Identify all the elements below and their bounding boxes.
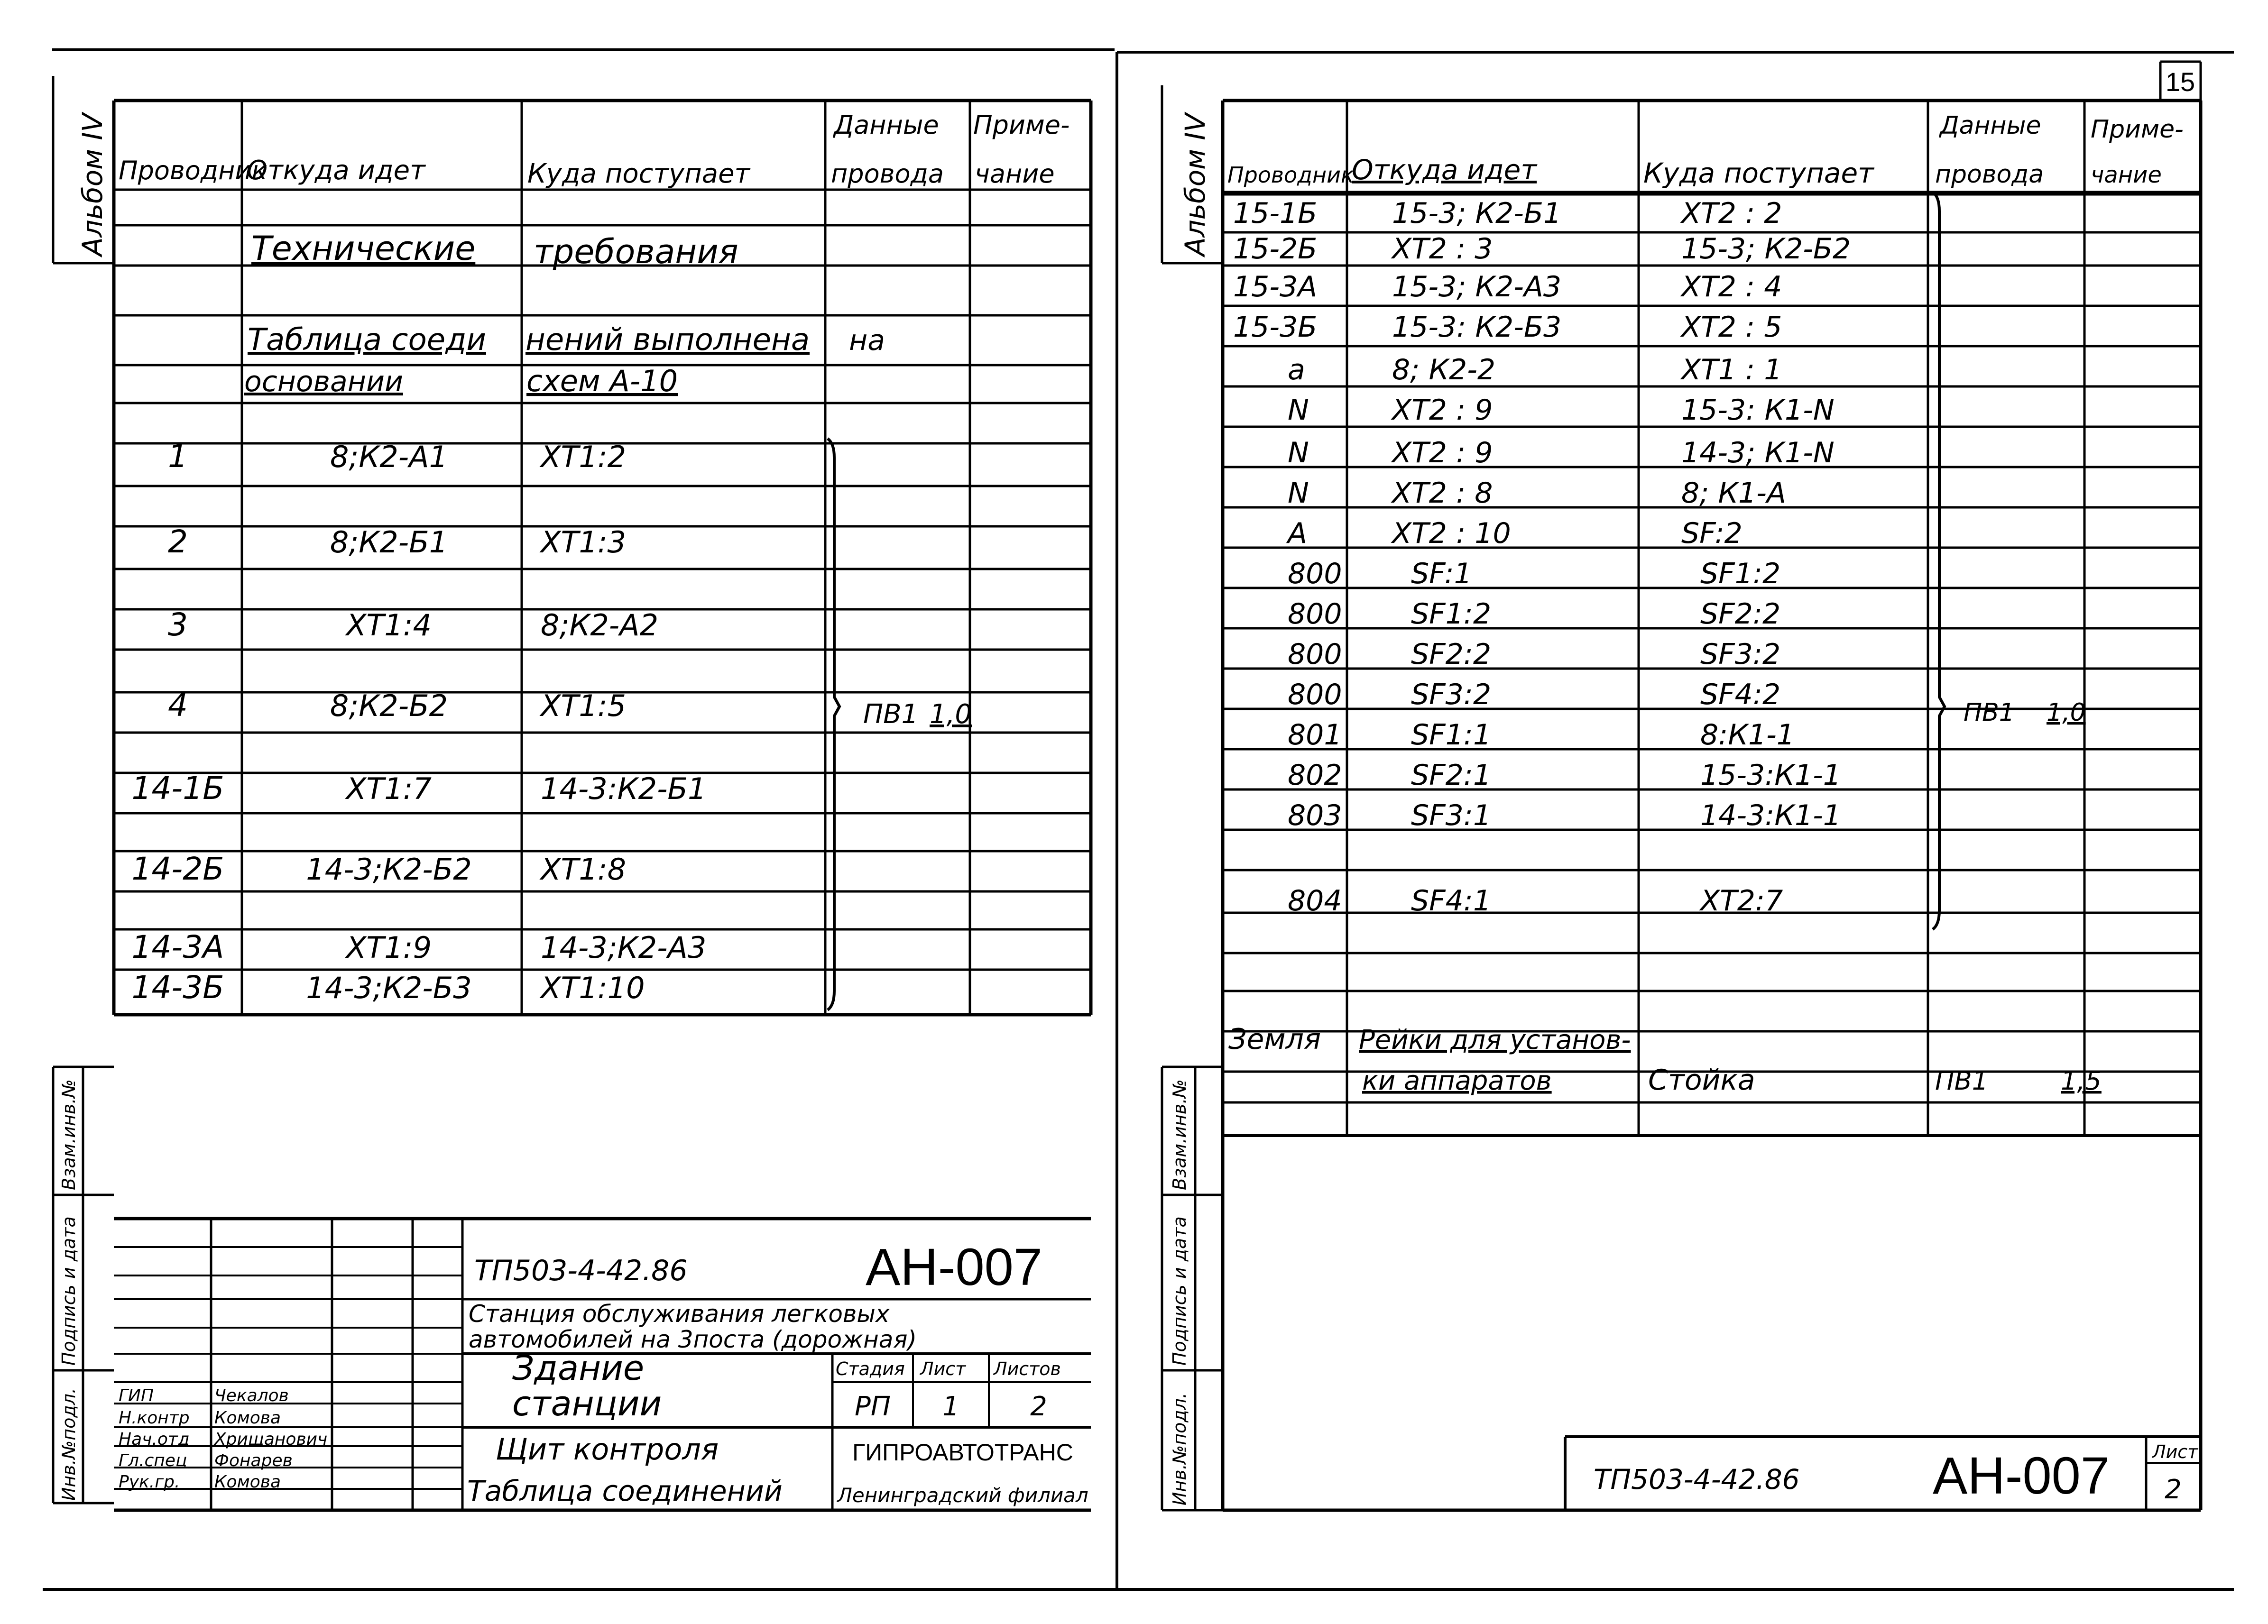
signature-name: Чекалов (214, 1386, 289, 1405)
from-cell: SF3:1 (1411, 799, 1492, 832)
to-cell: 15-3: К1-N (1681, 394, 1835, 427)
signature-role: Нач.отд (119, 1430, 190, 1449)
header-to: Куда поступает (1643, 157, 1874, 189)
header-note: Приме- (973, 110, 1070, 140)
org-branch: Ленинградский филиал (837, 1484, 1088, 1507)
to-cell: ХТ2:7 (1700, 884, 1783, 918)
header-to: Куда поступает (527, 158, 750, 189)
doc-code-right: ТП503-4-42.86 (1594, 1463, 1800, 1496)
drawing-title-1: Щит контроля (496, 1432, 719, 1467)
to-cell: 14-3; К1-N (1681, 436, 1835, 469)
to-cell: 8:К1-1 (1700, 718, 1795, 752)
building-line-2: станции (512, 1384, 662, 1423)
from-cell: 8;К2-Б1 (330, 525, 448, 560)
earth-from-2: ки аппаратов (1362, 1065, 1552, 1096)
conductor-cell: N (1288, 436, 1309, 469)
podp-data-label: Подпись и дата (58, 1216, 79, 1366)
basis-text-5: схем А-10 (526, 364, 678, 398)
conductor-cell: 802 (1288, 759, 1342, 792)
earth-to: Стойка (1648, 1064, 1755, 1097)
to-cell: SF4:2 (1700, 678, 1781, 711)
header-note-2: чание (975, 159, 1055, 189)
to-cell: 8; К1-А (1681, 477, 1786, 510)
doc-code: ТП503-4-42.86 (474, 1254, 688, 1287)
conductor-cell: 14-3А (131, 929, 224, 965)
conductor-cell: 803 (1288, 799, 1342, 832)
basis-text-3: на (849, 324, 885, 357)
from-cell: ХТ1:4 (346, 608, 432, 642)
conductor-cell: А (1288, 517, 1308, 550)
to-cell: 14-3:К1-1 (1700, 799, 1841, 832)
signature-role: Гл.спец (119, 1451, 187, 1470)
to-cell: 8;К2-А2 (541, 608, 659, 642)
from-cell: ХТ1:7 (346, 771, 432, 806)
stage-header: Стадия (836, 1358, 905, 1379)
to-cell: SF1:2 (1700, 557, 1781, 590)
header-from: Откуда идет (1352, 154, 1537, 186)
sheet-header: Лист (920, 1358, 966, 1379)
from-cell: ХТ2 : 8 (1392, 477, 1493, 510)
from-cell: ХТ2 : 10 (1392, 517, 1511, 550)
conductor-cell: а (1288, 353, 1305, 386)
header-wire-data: Данные (1940, 111, 2041, 140)
sheet-value-right: 2 (2165, 1474, 2182, 1505)
conductor-cell: 1 (168, 438, 188, 475)
sheet-code-right: АН-007 (1933, 1447, 2110, 1505)
from-cell: SF3:2 (1411, 678, 1492, 711)
conductor-cell: 800 (1288, 557, 1342, 590)
header-wire-data: Данные (834, 110, 939, 140)
from-cell: 8;К2-А1 (330, 440, 448, 474)
earth-conductor: Земля (1228, 1023, 1321, 1056)
from-cell: 15-3: К2-Б3 (1392, 311, 1562, 344)
album-label: Альбом IV (76, 113, 109, 256)
header-note-2: чание (2091, 162, 2162, 188)
header-note: Приме- (2091, 115, 2184, 144)
conductor-cell: 801 (1288, 718, 1342, 752)
to-cell: 15-3:К1-1 (1700, 759, 1841, 792)
conductor-cell: 15-3А (1233, 270, 1318, 303)
right-wire-brace (1933, 192, 1945, 929)
sheets-value: 2 (1030, 1391, 1047, 1422)
org-name: ГИПРОАВТОТРАНС (852, 1439, 1073, 1466)
signature-name: Комова (214, 1408, 281, 1428)
from-cell: 15-3; К2-Б1 (1392, 197, 1562, 230)
sheets-header: Листов (994, 1358, 1061, 1379)
conductor-cell: 14-2Б (131, 851, 224, 887)
header-wire-data-2: провода (831, 159, 944, 189)
signature-role: ГИП (119, 1386, 154, 1405)
basis-text-2: нений выполнена (526, 322, 810, 358)
stage-value: РП (855, 1391, 891, 1422)
to-cell: 14-3:К2-Б1 (541, 771, 707, 806)
sheet-value: 1 (942, 1391, 959, 1422)
from-cell: ХТ2 : 9 (1392, 394, 1493, 427)
conductor-cell: 804 (1288, 884, 1342, 918)
vzam-inv-label: Взам.инв.№ (58, 1079, 79, 1190)
basis-text: Таблица соеди (248, 322, 486, 358)
tech-req-text-2: требования (534, 232, 738, 271)
to-cell: SF2:2 (1700, 597, 1781, 631)
to-cell: 14-3;К2-А3 (541, 930, 707, 965)
inv-podl-label: Инв.№подл. (58, 1387, 79, 1501)
conductor-cell: N (1288, 394, 1309, 427)
page-number: 15 (2165, 67, 2195, 97)
from-cell: 14-3;К2-Б3 (306, 971, 472, 1005)
to-cell: ХТ2 : 5 (1681, 311, 1782, 344)
wire-size: 1,0 (930, 699, 972, 730)
wire-type: ПВ1 (863, 699, 919, 730)
conductor-cell: 15-2Б (1233, 232, 1318, 266)
from-cell: SF2:2 (1411, 638, 1492, 671)
from-cell: 14-3;К2-Б2 (306, 852, 472, 887)
wire-size: 1,0 (2047, 698, 2086, 727)
from-cell: SF4:1 (1411, 884, 1492, 918)
vzam-inv-label-right: Взам.инв.№ (1169, 1079, 1190, 1190)
signature-role: Н.контр (119, 1408, 190, 1428)
album-label-right: Альбом IV (1179, 113, 1211, 256)
left-wire-brace (828, 439, 839, 1010)
conductor-cell: 14-3Б (131, 969, 224, 1006)
basis-text-4: основании (244, 365, 403, 398)
earth-wire: ПВ1 (1935, 1066, 1989, 1096)
conductor-cell: 2 (168, 523, 188, 560)
drawing-title-2: Таблица соединений (467, 1475, 783, 1508)
signature-name: Фонарев (214, 1451, 293, 1470)
from-cell: ХТ2 : 9 (1392, 436, 1493, 469)
signature-role: Рук.гр. (119, 1472, 180, 1492)
conductor-cell: 14-1Б (131, 770, 224, 807)
earth-from-1: Рейки для установ- (1359, 1025, 1631, 1055)
header-from: Откуда идет (247, 155, 425, 186)
header-wire-data-2: провода (1935, 160, 2044, 189)
to-cell: ХТ2 : 4 (1681, 270, 1782, 303)
to-cell: ХТ1:10 (541, 971, 645, 1005)
building-line-1: Здание (512, 1348, 645, 1388)
from-cell: 15-3; К2-А3 (1392, 270, 1562, 303)
signature-name: Комова (214, 1472, 281, 1492)
tech-req-text: Технические (251, 229, 476, 268)
from-cell: 8; К2-2 (1392, 353, 1496, 386)
from-cell: SF1:1 (1411, 718, 1492, 752)
conductor-cell: 4 (168, 687, 188, 724)
from-cell: SF1:2 (1411, 597, 1492, 631)
signature-name: Хрищанович (214, 1430, 328, 1449)
to-cell: 15-3; К2-Б2 (1681, 232, 1851, 266)
to-cell: ХТ1:8 (541, 852, 627, 887)
to-cell: ХТ1:2 (541, 440, 627, 474)
sheet-code: АН-007 (866, 1238, 1042, 1296)
from-cell: SF2:1 (1411, 759, 1492, 792)
conductor-cell: 15-3Б (1233, 311, 1318, 344)
conductor-cell: 3 (168, 606, 188, 643)
project-line-2: автомобилей на 3поста (дорожная) (469, 1326, 917, 1353)
inv-podl-label-right: Инв.№подл. (1169, 1392, 1190, 1505)
conductor-cell: N (1288, 477, 1309, 510)
wire-type: ПВ1 (1964, 698, 2015, 727)
earth-size: 1,5 (2061, 1066, 2102, 1096)
conductor-cell: 800 (1288, 597, 1342, 631)
conductor-cell: 800 (1288, 678, 1342, 711)
to-cell: SF3:2 (1700, 638, 1781, 671)
from-cell: ХТ2 : 3 (1392, 232, 1493, 266)
project-line-1: Станция обслуживания легковых (469, 1300, 890, 1328)
from-cell: SF:1 (1411, 557, 1472, 590)
to-cell: ХТ1:3 (541, 525, 627, 560)
header-conductor: Проводник (119, 156, 267, 185)
to-cell: SF:2 (1681, 517, 1742, 550)
from-cell: 8;К2-Б2 (330, 688, 448, 723)
conductor-cell: 15-1Б (1233, 197, 1318, 230)
to-cell: ХТ1 : 1 (1681, 353, 1782, 386)
conductor-cell: 800 (1288, 638, 1342, 671)
to-cell: ХТ1:5 (541, 688, 627, 723)
podp-data-label-right: Подпись и дата (1169, 1216, 1190, 1366)
to-cell: ХТ2 : 2 (1681, 197, 1782, 230)
from-cell: ХТ1:9 (346, 930, 432, 965)
header-conductor: Проводник (1227, 162, 1354, 188)
sheet-header-right: Лист (2152, 1441, 2198, 1462)
